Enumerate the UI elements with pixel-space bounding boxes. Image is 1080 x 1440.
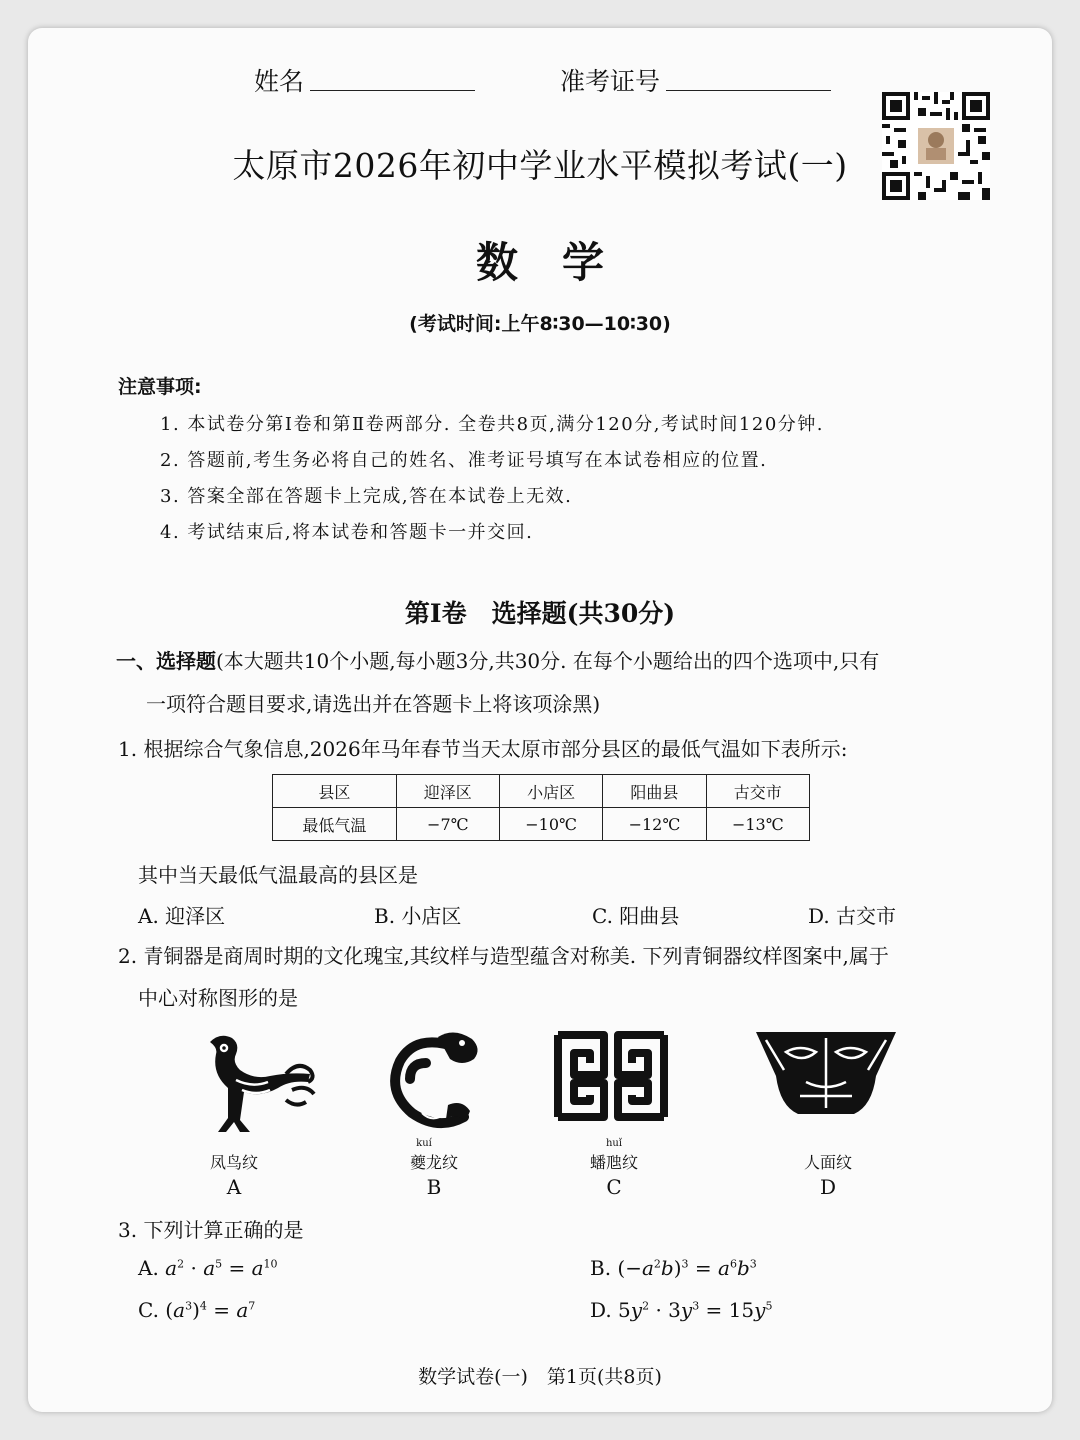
exam-title: 太原市2026年初中学业水平模拟考试(一) [232,146,848,185]
name-label: 姓名 [254,67,305,96]
part1-desc-line2: 一项符合题目要求,请选出并在答题卡上将该项涂黑) [146,692,601,716]
figure-b-letter: B [426,1175,442,1199]
q3-option-c: C. $(a^3)^4 = a^7$ [138,1298,256,1322]
table-cell: −10℃ [499,808,602,841]
q3-option-d-label: D. [590,1298,612,1322]
table-cell: −12℃ [603,808,706,841]
figure-b-caption: 夔龙纹 [409,1153,458,1172]
note-item: 1. 本试卷分第Ⅰ卷和第Ⅱ卷两部分. 全卷共8页,满分120分,考试时间120分钟. [160,414,825,435]
page-footer: 数学试卷(一) 第1页(共8页) [418,1366,662,1388]
human-face-pattern-icon [756,1032,896,1114]
q1-option-c: C. 阳曲县 [592,904,680,928]
q1-option-b: B. 小店区 [374,904,462,928]
figure-c-caption: 蟠虺纹 [589,1153,638,1172]
table-row [273,775,810,808]
q3-option-a: A. $a^2 \cdot a^5 = a^{10}$ [138,1256,278,1280]
q3-option-a-label: A. [138,1256,159,1280]
subject-title: 数学 [475,238,648,287]
q1-question: 其中当天最低气温最高的县区是 [138,863,418,887]
note-item: 3. 答案全部在答题卡上完成,答在本试卷上无效. [160,486,573,507]
exam-id-label: 准考证号 [560,67,661,96]
table-header-cell: 县区 [273,775,397,808]
q2-stem-line1: 2. 青铜器是商周时期的文化瑰宝,其纹样与造型蕴含对称美. 下列青铜器纹样图案中,属于 [118,944,889,968]
part1-heading: 一、选择题 [116,649,216,673]
note-item: 4. 考试结束后,将本试卷和答题卡一并交回. [160,522,534,543]
table-header-cell: 迎泽区 [396,775,499,808]
figure-c-pinyin: huǐ [605,1138,623,1149]
notes-heading: 注意事项: [118,376,202,398]
phoenix-bird-pattern-icon [196,1030,326,1140]
table-row [273,808,810,841]
coiled-serpent-pattern-icon [550,1027,672,1125]
q3-option-b: B. $(-a^2b)^3 = a^6b^3$ [590,1256,757,1280]
section-title: 第Ⅰ卷 选择题(共30分) [404,599,676,628]
q3-option-d: D. $5y^2 \cdot 3y^3 = 15y^5$ [590,1298,773,1322]
table-cell: −7℃ [396,808,499,841]
note-item: 2. 答题前,考生务必将自己的姓名、准考证号填写在本试卷相应的位置. [160,450,768,471]
q1-option-a: A. 迎泽区 [138,904,226,928]
figure-a-letter: A [226,1175,242,1199]
table-header-cell: 阳曲县 [603,775,706,808]
table-cell: 最低气温 [273,808,397,841]
exam-time: (考试时间:上午8∶30—10∶30) [409,313,671,335]
temperature-table [272,774,810,841]
q2-stem-line2: 中心对称图形的是 [138,986,298,1010]
q1-stem: 1. 根据综合气象信息,2026年马年春节当天太原市部分县区的最低气温如下表所示: [118,737,848,761]
table-header-cell: 古交市 [706,775,809,808]
exam-id-blank-line [666,90,831,91]
figure-a-caption: 凤鸟纹 [209,1153,258,1172]
q3-option-b-label: B. [590,1256,612,1280]
figure-c-letter: C [606,1175,622,1199]
q1-option-d: D. 古交市 [808,904,897,928]
part1-description [116,645,879,674]
q3-stem: 3. 下列计算正确的是 [118,1218,304,1242]
figure-d-caption: 人面纹 [803,1153,852,1172]
table-cell: −13℃ [706,808,809,841]
figure-d-letter: D [819,1175,837,1199]
figure-b-pinyin: kuí [416,1138,432,1149]
name-blank-line [310,90,475,91]
table-header-cell: 小店区 [499,775,602,808]
kui-dragon-pattern-icon [386,1025,486,1135]
part1-desc-line1: (本大题共10个小题,每小题3分,共30分. 在每个小题给出的四个选项中,只有 [216,649,880,673]
q3-option-c-label: C. [138,1298,159,1322]
